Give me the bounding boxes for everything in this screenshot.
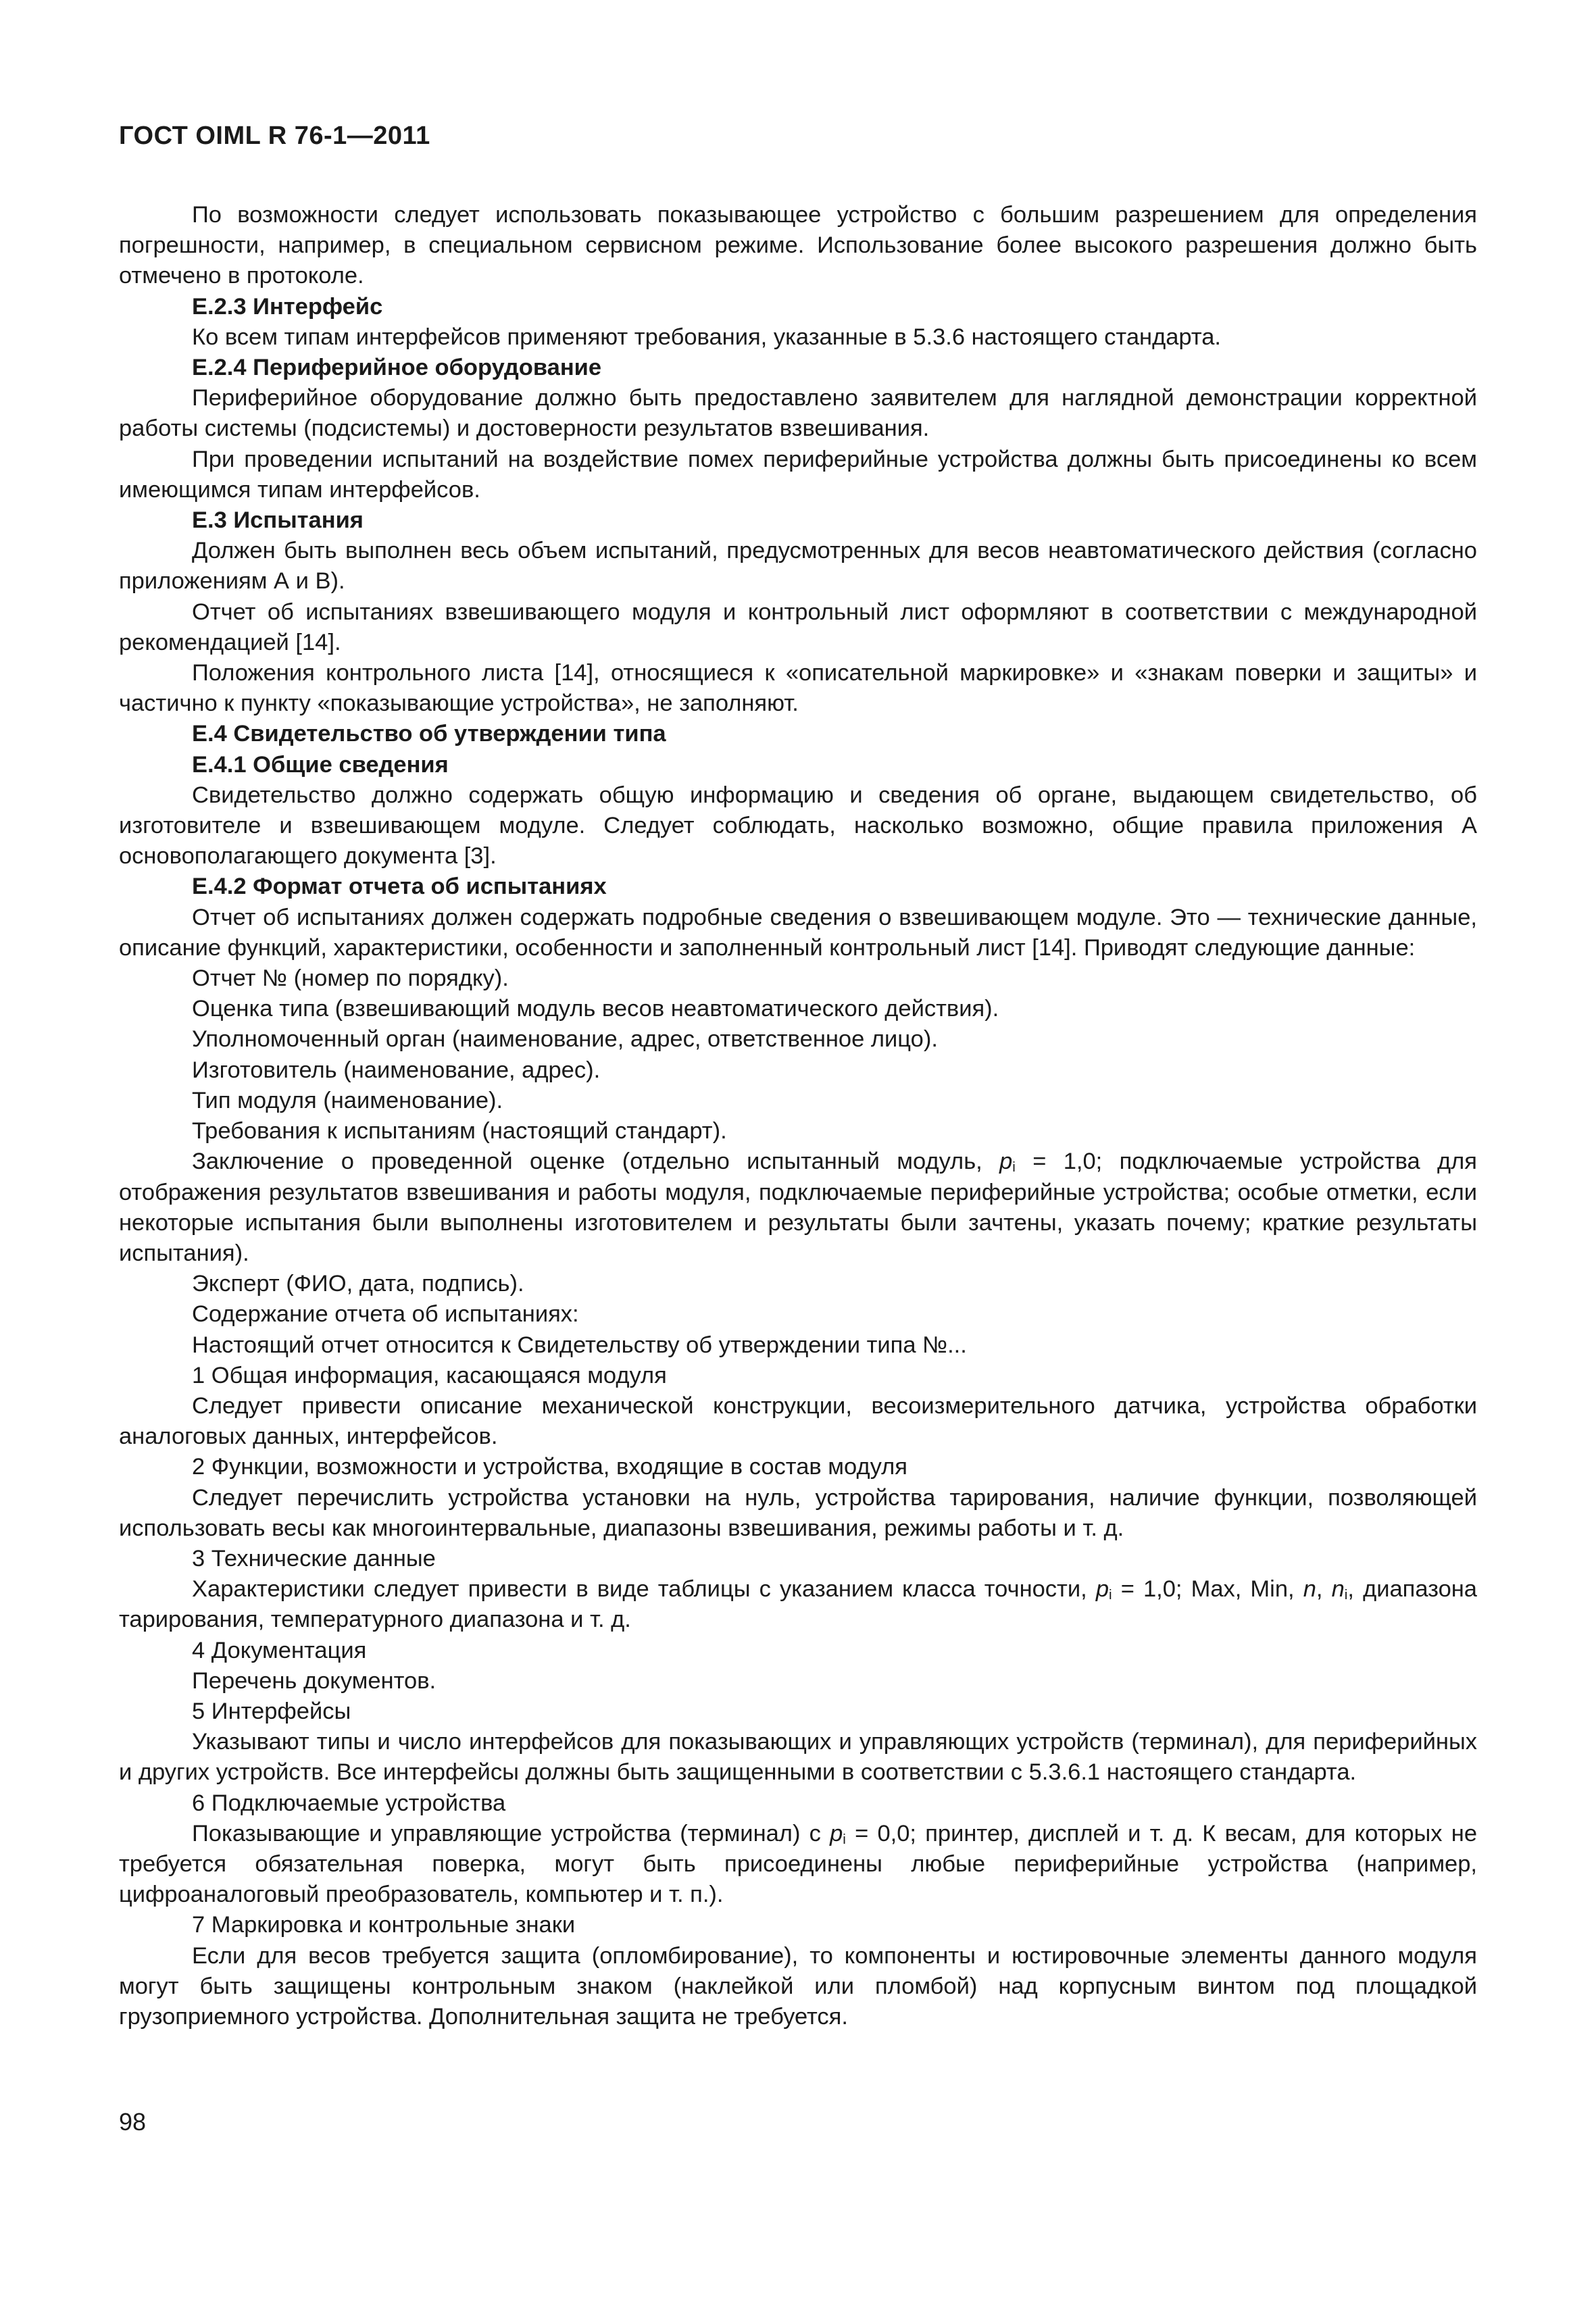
paragraph: Следует привести описание механической конструкции, весоизмерительного датчика, устройства обработки аналоговых данных, интерфейсов. <box>119 1392 1477 1450</box>
paragraph: При проведении испытаний на воздействие помех периферийные устройства должны быть присоединены ко всем имеющимся типам интерфейсов. <box>119 446 1477 503</box>
text-fragment: диапазона тарирования, температурного диапазона и т. д. <box>119 1576 1477 1633</box>
paragraph-technical-data <box>119 1574 1477 1635</box>
paragraph: По возможности следует использовать показывающее устройство с большим разрешением для определения погрешности, например, в специальном сервисном режиме. Использование более высокого разрешения должно быть отмечено в протоколе. <box>119 202 1477 289</box>
paragraph: Периферийное оборудование должно быть предоставлено заявителем для наглядной демонстрации корректной работы системы (подсистемы) и достоверности результатов взвешивания. <box>119 385 1477 442</box>
subsection-heading: 2 Функции, возможности и устройства, входящие в состав модуля <box>192 1454 907 1480</box>
subsection-heading: 5 Интерфейсы <box>192 1698 351 1724</box>
paragraph: Перечень документов. <box>192 1667 437 1694</box>
list-item: Отчет № (номер по порядку). <box>192 965 509 992</box>
subsection-heading: 1 Общая информация, касающаяся модуля <box>192 1362 667 1388</box>
document-body <box>119 200 1477 2032</box>
paragraph: Если для весов требуется защита (опломбирование), то компоненты и юстировочные элементы данного модуля могут быть защищены контрольным знаком (наклейкой или пломбой) над корпусным винтом под площадкой грузоприемного устройства. Дополнительная защита не требуется. <box>119 1942 1477 2030</box>
formula-symbol: p <box>999 1149 1013 1175</box>
list-item: Оценка типа (взвешивающий модуль весов неавтоматического действия). <box>192 996 999 1022</box>
text-fragment: = 1,0; подключаемые устройства для <box>1015 1149 1477 1175</box>
section-heading: Е.2.4 Периферийное оборудование <box>192 355 602 381</box>
list-item: Тип модуля (наименование). <box>192 1087 503 1113</box>
section-heading: Е.2.3 Интерфейс <box>192 293 383 320</box>
text-fragment: = 0,0 <box>845 1820 910 1846</box>
paragraph: Отчет об испытаниях взвешивающего модуля и контрольный лист оформляют в соответствии с международной рекомендацией [14]. <box>119 599 1477 655</box>
formula-subscript: i <box>1012 1159 1016 1176</box>
section-heading: Е.3 Испытания <box>192 507 364 534</box>
paragraph: Ко всем типам интерфейсов применяют требования, указанные в 5.3.6 настоящего стандарта. <box>192 324 1222 350</box>
list-item: Настоящий отчет относится к Свидетельству об утверждении типа №... <box>192 1332 967 1358</box>
paragraph-connected-devices <box>119 1819 1477 1911</box>
subsection-heading: 4 Документация <box>192 1637 367 1663</box>
section-heading: Е.4 Свидетельство об утверждении типа <box>192 721 666 747</box>
page-number: 98 <box>119 2108 147 2136</box>
formula-symbol: p <box>830 1820 843 1846</box>
text-fragment: ; принтер, дисплей и т. д. К весам, для которых не требуется обязательная поверка, могут быть присоединены любые периферийные устройства (например, цифроаналоговый преобразователь, компьютер и т. п.). <box>119 1820 1478 1908</box>
list-item: Изготовитель (наименование, адрес). <box>192 1057 601 1083</box>
text-fragment: Характеристики следует привести в виде таблицы с указанием класса точности, <box>192 1576 1096 1603</box>
document-header: ГОСТ OIML R 76-1—2011 <box>119 122 430 150</box>
text-fragment: = 1,0; Max, Min, <box>1112 1576 1303 1603</box>
paragraph: Следует перечислить устройства установки на нуль, устройства тарирования, наличие функции, позволяющей использовать весы как многоинтервальные, диапазоны взвешивания, режимы работы и т. д. <box>119 1484 1477 1541</box>
text-fragment: , <box>1347 1576 1354 1603</box>
subsection-heading: 7 Маркировка и контрольные знаки <box>192 1912 576 1938</box>
paragraph: Должен быть выполнен весь объем испытаний, предусмотренных для весов неавтоматического действия (согласно приложениям А и В). <box>119 538 1477 595</box>
formula-subscript: i <box>843 1831 846 1847</box>
list-item: Уполномоченный орган (наименование, адрес, ответственное лицо). <box>192 1026 938 1053</box>
list-item: Эксперт (ФИО, дата, подпись). <box>192 1271 524 1297</box>
text-fragment: Показывающие и управляющие устройства (терминал) с <box>192 1820 830 1846</box>
paragraph-conclusion <box>119 1147 1477 1269</box>
text-fragment: , <box>1316 1576 1332 1603</box>
text-fragment: Заключение о проведенной оценке (отдельно испытанный модуль, <box>192 1149 1000 1175</box>
text-fragment: отображения результатов взвешивания и работы модуля, подключаемые периферийные устройства; особые отметки, если некоторые испытания были выполнены изготовителем и результаты были зачтены, указать почему; краткие результаты испытания). <box>119 1179 1477 1266</box>
subsection-heading: 3 Технические данные <box>192 1545 436 1571</box>
paragraph: Указывают типы и число интерфейсов для показывающих и управляющих устройств (терминал), для периферийных и других устройств. Все интерфейсы должны быть защищенными в соответствии с 5.3.6.1 настоящего стандарта. <box>119 1729 1477 1786</box>
formula-symbol: p <box>1095 1576 1109 1603</box>
list-item: Содержание отчета об испытаниях: <box>192 1301 579 1328</box>
paragraph: Положения контрольного листа [14], относящиеся к «описательной маркировке» и «знакам поверки и защиты» и частично к пункту «показывающие устройства», не заполняют. <box>119 660 1477 717</box>
list-item: Требования к испытаниям (настоящий стандарт). <box>192 1118 727 1145</box>
subsection-heading: 6 Подключаемые устройства <box>192 1790 506 1816</box>
section-heading: Е.4.2 Формат отчета об испытаниях <box>192 874 607 900</box>
formula-symbol: n <box>1331 1576 1345 1603</box>
formula-symbol: n <box>1303 1576 1316 1603</box>
formula-subscript: i <box>1109 1587 1112 1603</box>
paragraph: Свидетельство должно содержать общую информацию и сведения об органе, выдающем свидетельство, об изготовителе и взвешивающем модуле. Следует соблюдать, насколько возможно, общие правила приложения А основополагающего документа [3]. <box>119 782 1477 870</box>
formula-subscript: i <box>1344 1587 1348 1603</box>
paragraph: Отчет об испытаниях должен содержать подробные сведения о взвешивающем модуле. Это — технические данные, описание функций, характеристики, особенности и заполненный контрольный лист [14]. Приводят следующие данные: <box>119 904 1477 961</box>
section-heading: Е.4.1 Общие сведения <box>192 751 449 778</box>
